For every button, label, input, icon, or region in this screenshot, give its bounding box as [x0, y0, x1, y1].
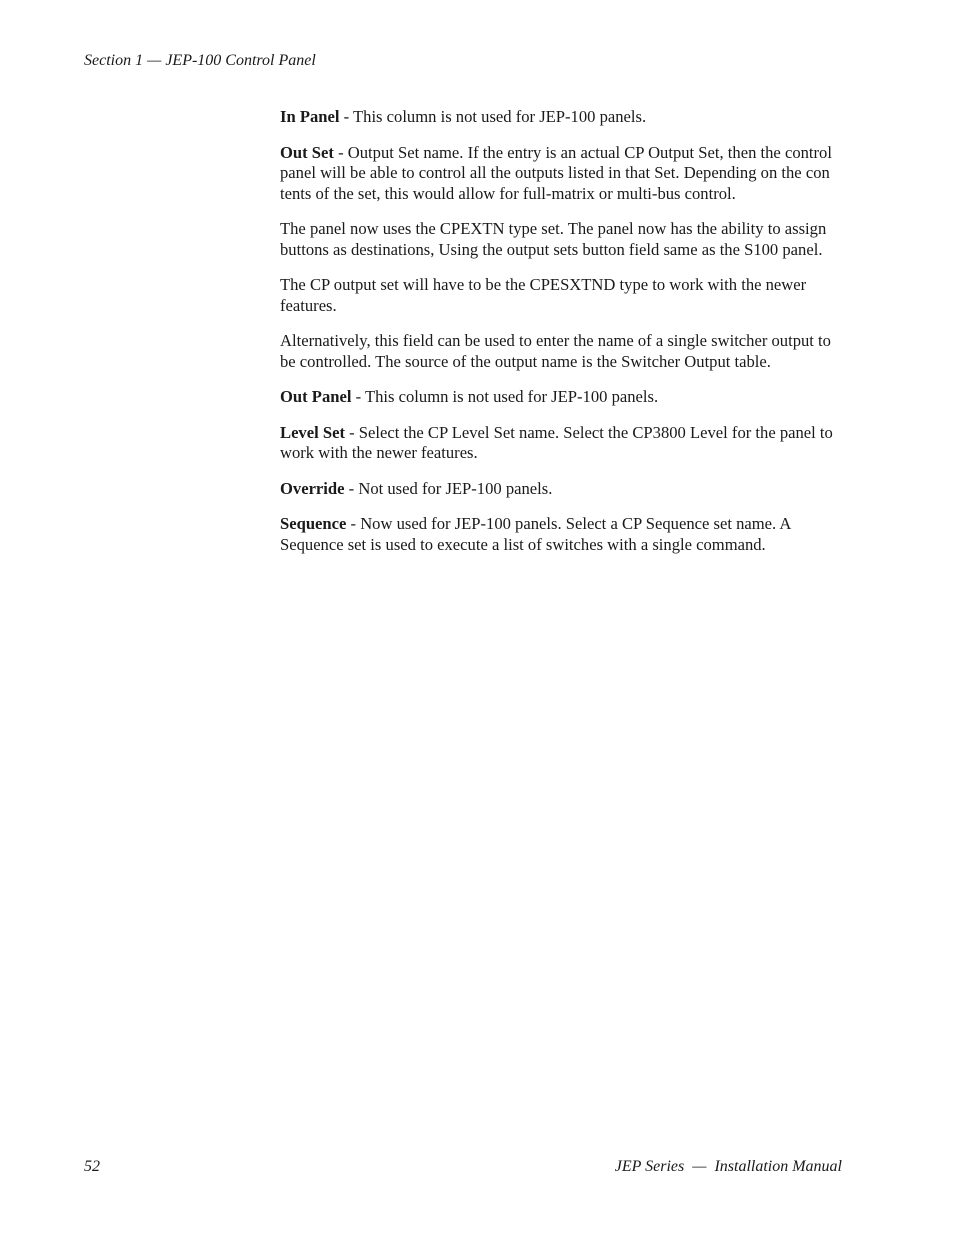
- paragraph-text: The panel now uses the CPEXTN type set. The panel now has the ability to assign buttons as destinations, Using the output sets button field same as the S100 panel.: [280, 219, 827, 259]
- paragraph-cpextn: [280, 219, 846, 260]
- term-label: Sequence: [280, 514, 347, 533]
- definition-text: - This column is not used for JEP-100 panels.: [351, 387, 659, 406]
- paragraph-out-panel: [280, 387, 846, 408]
- term-label: Override: [280, 478, 345, 498]
- page-number: 52: [84, 1158, 100, 1175]
- manual-title: JEP Series — Installation Manual: [614, 1158, 842, 1175]
- term-label: In Panel: [280, 107, 340, 126]
- term-label: Level Set: [280, 422, 345, 442]
- paragraph-text: Alternatively, this field can be used to enter the name of a single switcher output to be controlled. The source of the output name is the Switcher Output table.: [280, 331, 831, 371]
- paragraph-level-set: [280, 423, 846, 464]
- definition-text: - Now used for JEP-100 panels. Select a CP Sequence set name. A Sequence set is used to execute a list of switches with a single command.: [280, 514, 791, 554]
- paragraph-out-set: [280, 143, 846, 205]
- paragraph-sequence: [280, 514, 846, 555]
- definition-text: - Select the CP Level Set name. Select the CP3800 Level for the panel to work with the newer features.: [280, 422, 833, 462]
- term-label: Out Set: [280, 142, 334, 162]
- paragraph-override: [280, 479, 846, 500]
- paragraph-cp-output-set: [280, 275, 846, 316]
- definition-text: - This column is not used for JEP-100 panels.: [339, 107, 647, 126]
- term-label: Out Panel: [280, 387, 352, 406]
- paragraph-text: The CP output set will have to be the CPESXTND type to work with the newer features.: [280, 275, 807, 315]
- running-header: Section 1 — JEP-100 Control Panel: [84, 52, 316, 69]
- definition-text: - Output Set name. If the entry is an actual CP Output Set, then the control panel will be able to control all the outputs listed in that Set. Depending on the con tents of the set, this would allow for full-matrix or multi-bus control.: [280, 142, 832, 203]
- paragraph-in-panel: [280, 107, 846, 128]
- paragraph-alternatively: [280, 331, 846, 372]
- definition-text: - Not used for JEP-100 panels.: [344, 478, 553, 498]
- body-text: [280, 107, 846, 570]
- page-footer: [84, 1157, 842, 1177]
